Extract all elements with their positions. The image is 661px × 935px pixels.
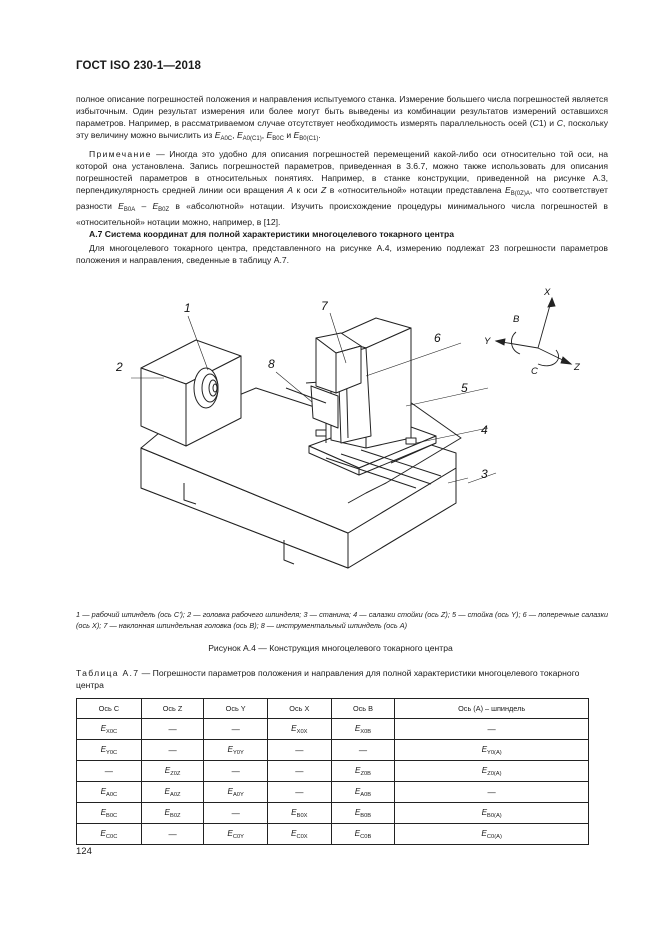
table-cell	[204, 740, 268, 761]
label-1: 1	[184, 301, 191, 315]
cell-symbol: E	[291, 828, 297, 838]
cell-symbol: E	[227, 786, 233, 796]
table-cell	[267, 824, 331, 845]
cell-symbol: E	[481, 744, 488, 754]
cell-subscript: B0B	[360, 812, 372, 819]
table-row	[77, 803, 589, 824]
table-title	[76, 668, 608, 692]
table-cell	[204, 824, 268, 845]
table-cell	[331, 782, 395, 803]
table-cell: —	[204, 719, 268, 740]
table-cell	[141, 782, 204, 803]
table-title-text: — Погрешности параметров положения и направления для полной характеристики многоцелевого токарного центра	[76, 668, 580, 690]
label-7: 7	[321, 299, 328, 313]
table-cell	[331, 824, 395, 845]
table-cell	[77, 824, 142, 845]
cell-symbol: E	[354, 786, 361, 796]
cell-symbol: E	[481, 765, 488, 775]
cell-symbol: E	[164, 765, 171, 775]
table-cell	[204, 782, 268, 803]
cell-symbol: E	[291, 807, 297, 817]
table-cell	[331, 803, 395, 824]
header-cell: Ось Z	[141, 699, 204, 719]
cell-subscript: A0C	[106, 791, 118, 798]
table-row	[77, 719, 589, 740]
note-paragraph: Примечание — Иногда это удобно для описания погрешностей перемещений какой-либо оси относительно той оси, на которой она установлена. Запись погрешностей параметров, приведенная в 3.6.7, можно также использовать для описания погрешностей параметров в относительных понятиях. Например, в станке конструкции, приведенной на рисунке А.3, перпендикулярность средней линии оси вращения A к оси Z в «относительной» нотации представлена $E_{B(0Z)A}$, что соответствует разности $E_{B0A} - E_{B0Z}$ в «абсолютной» нотации. Изучить происхождение процедуры минимального числа погрешностей в «относительной» нотации можно, например, в [12].	[76, 149, 608, 227]
cell-symbol: E	[100, 723, 107, 733]
cell-subscript: B0X	[296, 812, 308, 819]
cell-subscript: X0X	[296, 728, 308, 735]
cell-symbol: E	[481, 807, 488, 817]
cell-subscript: C0Y	[232, 833, 244, 840]
parameters-table	[76, 698, 589, 845]
cell-subscript: Z0B	[360, 770, 371, 777]
header-cell: Ось B	[331, 699, 395, 719]
paragraph-section: Для многоцелевого токарного центра, представленного на рисунке А.4, измерению подлежат 23 погрешности параметров положения и направления, сведенные в таблицу А.7.	[76, 243, 608, 265]
header-cell: Ось Y	[204, 699, 268, 719]
table-row	[77, 782, 589, 803]
header-cell: Ось X	[267, 699, 331, 719]
table-cell: —	[141, 824, 204, 845]
header-cell: Ось (A) – шпиндель	[395, 699, 589, 719]
label-6: 6	[434, 331, 441, 345]
table-cell	[141, 803, 204, 824]
axis-label-z: Z	[574, 362, 580, 373]
cell-subscript: A0Z	[170, 791, 181, 798]
table-cell: —	[395, 719, 589, 740]
cell-subscript: Y0(A)	[487, 749, 502, 756]
cell-symbol: E	[227, 828, 233, 838]
cell-subscript: A0B	[360, 791, 372, 798]
table-header-row	[77, 699, 589, 719]
cell-symbol: E	[354, 828, 361, 838]
cell-subscript: Y0C	[106, 749, 118, 756]
table-cell: —	[141, 719, 204, 740]
figure-legend: 1 — рабочий шпиндель (ось C'); 2 — головка рабочего шпинделя; 3 — станина; 4 — салазки стойки (ось Z); 5 — стойка (ось Y); 6 — поперечные салазки (ось X); 7 — наклонная шпиндельная головка (ось B); 8 — инструментальный шпиндель (ось A)	[76, 610, 608, 630]
cell-symbol: E	[100, 744, 107, 754]
cell-symbol: E	[354, 723, 361, 733]
axis-label-c: C	[531, 366, 538, 377]
figure-title: Рисунок А.4 — Конструкция многоцелевого токарного центра	[208, 643, 453, 653]
cell-subscript: B0(A)	[487, 812, 502, 819]
table-cell	[395, 761, 589, 782]
cell-symbol: E	[100, 807, 107, 817]
cell-symbol: E	[291, 723, 297, 733]
table-label: Таблица А.7	[76, 668, 140, 678]
label-4: 4	[481, 423, 488, 437]
axis-label-b: B	[513, 314, 520, 325]
cell-subscript: B0Z	[170, 812, 181, 819]
cell-subscript: Z0Z	[170, 770, 181, 777]
section-title: А.7 Система координат для полной характеристики многоцелевого токарного центра	[89, 229, 455, 239]
table-cell: —	[204, 803, 268, 824]
cell-subscript: C0B	[360, 833, 372, 840]
table-cell	[141, 761, 204, 782]
cell-symbol: E	[354, 765, 361, 775]
table-cell: —	[331, 740, 395, 761]
table-row	[77, 740, 589, 761]
table-cell: —	[77, 761, 142, 782]
cell-subscript: B0C	[106, 812, 118, 819]
table-cell	[331, 719, 395, 740]
table-cell	[77, 740, 142, 761]
table-cell: —	[141, 740, 204, 761]
table-cell: —	[395, 782, 589, 803]
cell-symbol: E	[164, 786, 171, 796]
cell-subscript: C0(A)	[486, 833, 502, 840]
table-cell	[395, 824, 589, 845]
table-cell: —	[267, 740, 331, 761]
table-cell	[267, 803, 331, 824]
label-5: 5	[461, 381, 468, 395]
label-2: 2	[116, 360, 123, 374]
axis-label-x: X	[544, 287, 551, 298]
table-cell: —	[267, 761, 331, 782]
cell-subscript: X0C	[106, 728, 118, 735]
cell-subscript: Y0Y	[232, 749, 244, 756]
cell-subscript: X0B	[360, 728, 372, 735]
label-8: 8	[268, 357, 275, 371]
table-cell	[331, 761, 395, 782]
cell-symbol: E	[100, 828, 106, 838]
table-body	[77, 719, 589, 845]
table-cell: —	[204, 761, 268, 782]
cell-symbol: E	[100, 786, 107, 796]
document-header: ГОСТ ISO 230-1—2018	[76, 60, 201, 72]
table-cell	[77, 782, 142, 803]
machine-drawing	[76, 278, 616, 603]
cell-subscript: A0Y	[232, 791, 244, 798]
cell-symbol: E	[227, 744, 233, 754]
header-cell: Ось C	[77, 699, 142, 719]
cell-symbol: E	[481, 828, 487, 838]
table-cell	[395, 803, 589, 824]
label-3: 3	[481, 467, 488, 481]
cell-symbol: E	[354, 807, 361, 817]
table-row	[77, 824, 589, 845]
page-number: 124	[76, 846, 92, 857]
cell-symbol: E	[164, 807, 171, 817]
cell-subscript: Z0(A)	[487, 770, 502, 777]
table-cell	[395, 740, 589, 761]
table-row	[77, 761, 589, 782]
cell-subscript: C0C	[105, 833, 118, 840]
table-cell	[267, 719, 331, 740]
axis-label-y: Y	[484, 336, 491, 347]
machine-figure	[76, 278, 616, 603]
table-cell: —	[267, 782, 331, 803]
table-cell	[77, 719, 142, 740]
paragraph-intro: полное описание погрешностей положения и направления испытуемого станка. Измерение большего числа погрешностей является избыточным. Один результат измерения или более могут быть выведены из комбинации результатов измерений оставшихся параметров. Например, в рассматриваемом случае отсутствует необходимость измерять параллельность осей (C1) и C, поскольку эту величину можно вычислить из $E_{A0C}$, $E_{A0(C1)}$, $E_{B0C}$ и $E_{B0(C1)}$.	[76, 94, 608, 142]
cell-subscript: C0X	[296, 833, 308, 840]
table-cell	[77, 803, 142, 824]
